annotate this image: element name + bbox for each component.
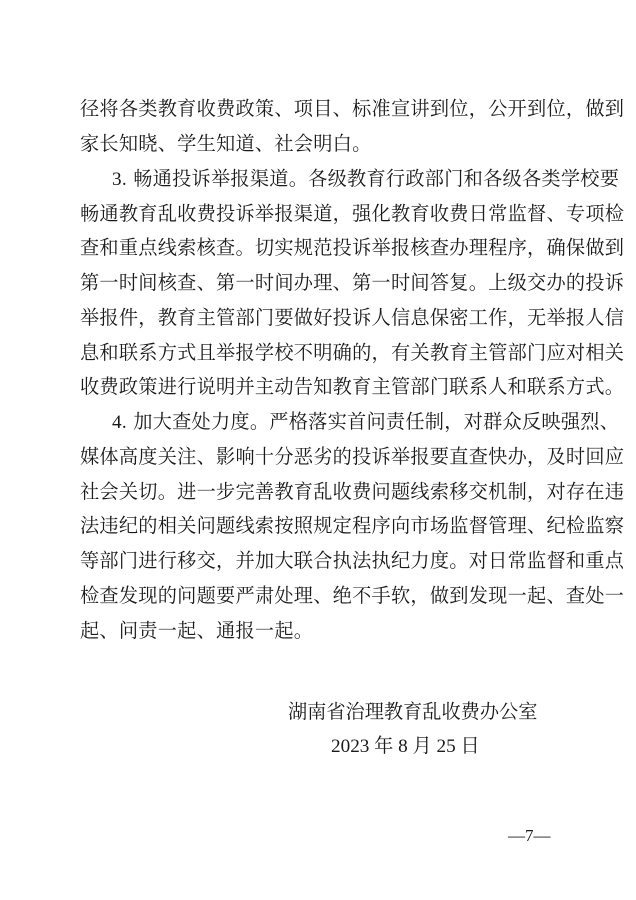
item4-heading: 加大查处力度: [133, 410, 250, 433]
body-line: 家长知晓、学生知道、社会明白。: [80, 132, 372, 155]
item3-first-line-rest: 。各级教育行政部门和各级各类学校要: [288, 167, 620, 190]
body-line: 检查发现的问题要严肃处理、绝不手软，做到发现一起、查处一: [80, 584, 625, 607]
body-line: 等部门进行移交，并加大联合执法执纪力度。对日常监督和重点: [80, 549, 625, 572]
body-line: 社会关切。进一步完善教育乱收费问题线索移交机制，对存在违: [80, 480, 625, 503]
body-line: 媒体高度关注、影响十分恶劣的投诉举报要直查快办，及时回应: [80, 445, 625, 468]
body-line: 查和重点线索核查。切实规范投诉举报核查办理程序，确保做到: [80, 236, 625, 259]
item3-number: 3.: [112, 169, 127, 190]
page-number: —7—: [508, 826, 551, 845]
item3-heading: 畅通投诉举报渠道: [133, 167, 289, 190]
item4-number: 4.: [112, 412, 127, 433]
body-line: 息和联系方式且举报学校不明确的，有关教育主管部门应对相关: [80, 341, 625, 364]
signature-organization: 湖南省治理教育乱收费办公室: [288, 700, 538, 723]
item4-first-line: [80, 410, 620, 435]
signature-date: 2023 年 8 月 25 日: [331, 736, 480, 757]
body-line: 起、问责一起、通报一起。: [80, 619, 314, 642]
item4-first-line-rest: 。严格落实首问责任制，对群众反映强烈、: [249, 410, 620, 433]
body-line: 第一时间核查、第一时间办理、第一时间答复。上级交办的投诉: [80, 271, 625, 294]
body-line: 径将各类教育收费政策、项目、标准宣讲到位，公开到位，做到: [80, 97, 625, 120]
body-line: 法违纪的相关问题线索按照规定程序向市场监督管理、纪检监察: [80, 514, 625, 537]
body-line: 收费政策进行说明并主动告知教育主管部门联系人和联系方式。: [80, 375, 625, 398]
item3-first-line: [80, 167, 620, 192]
body-line: 畅通教育乱收费投诉举报渠道，强化教育收费日常监督、专项检: [80, 202, 625, 225]
body-line: 举报件，教育主管部门要做好投诉人信息保密工作，无举报人信: [80, 306, 625, 329]
